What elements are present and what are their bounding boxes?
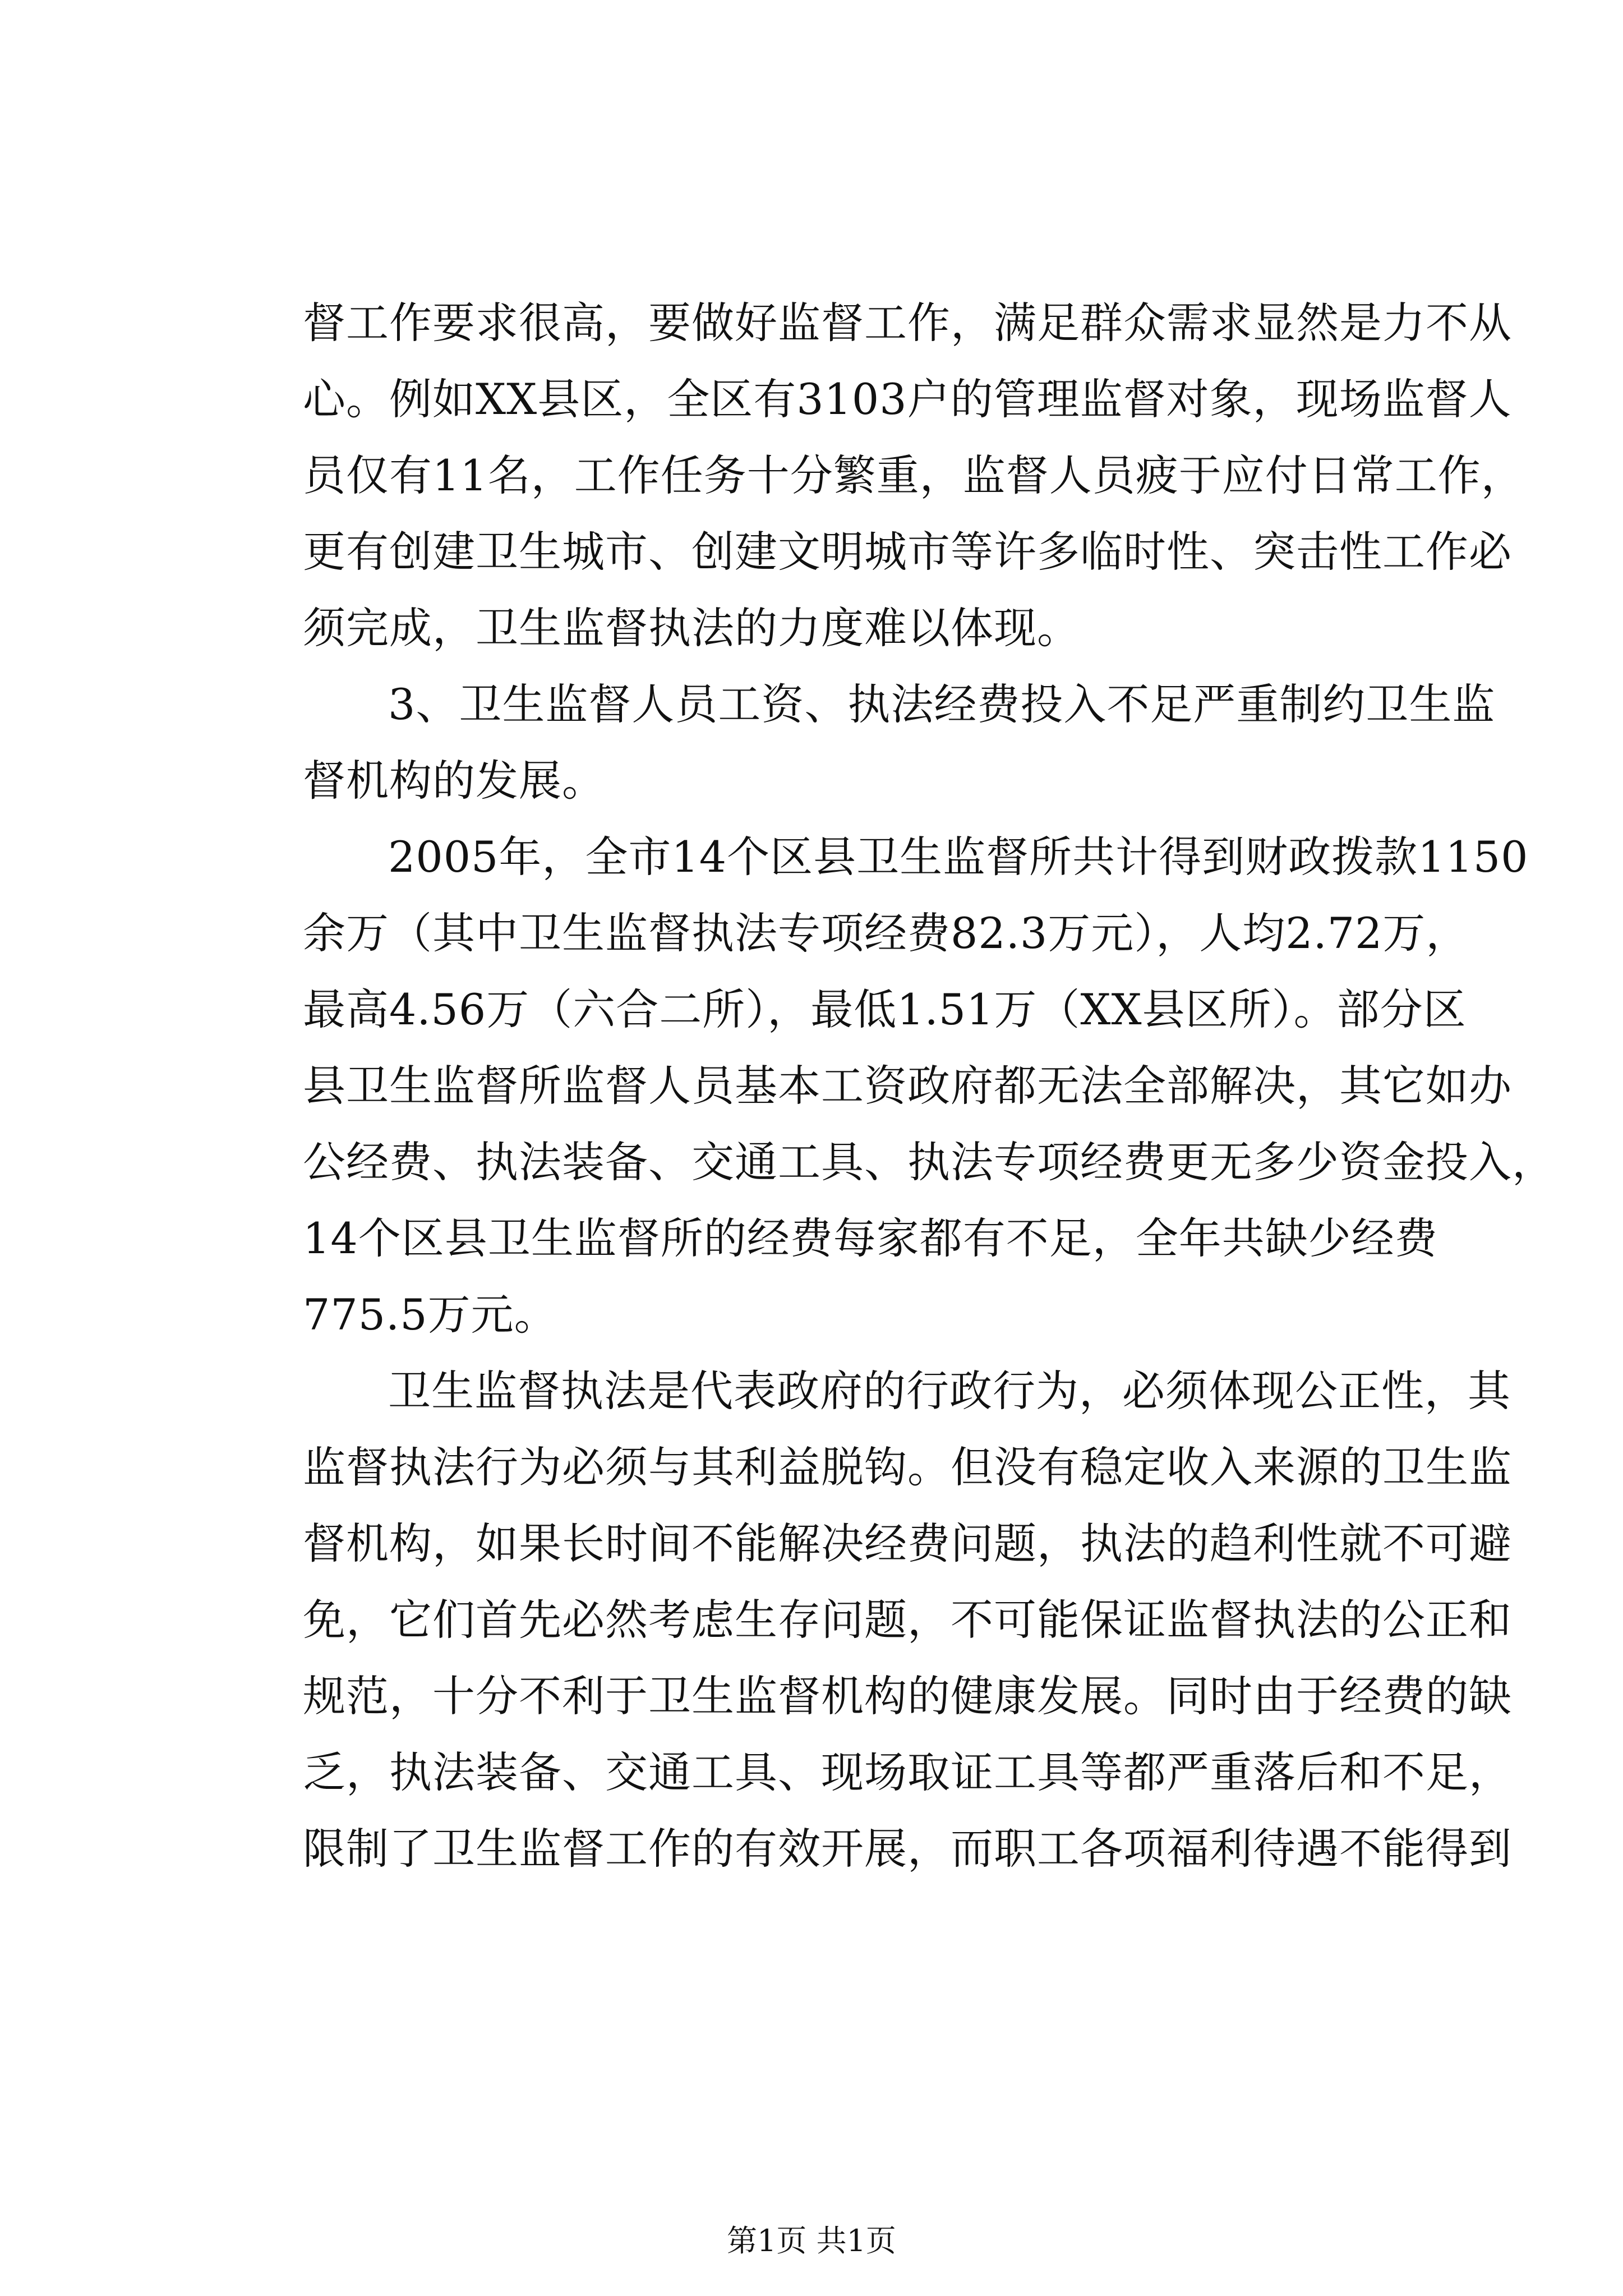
paragraph-4: [303, 1353, 1512, 1887]
text-line: 公经费、执法装备、交通工具、执法专项经费更无多少资金投入，: [303, 1137, 1555, 1187]
document-body: [303, 285, 1555, 1887]
text-line: 余万（其中卫生监督执法专项经费82.3万元），人均2.72万，: [303, 908, 1469, 958]
text-line: 心。例如XX县区，全区有3103户的管理监督对象，现场监督人: [303, 374, 1512, 424]
text-line: 更有创建卫生城市、创建文明城市等许多临时性、突击性工作必: [303, 527, 1512, 577]
page-number-footer: 第1页 共1页: [727, 2223, 896, 2258]
text-line: 督机构，如果长时间不能解决经费问题，执法的趋利性就不可避: [303, 1519, 1512, 1568]
paragraph-1: [303, 285, 1524, 666]
text-line: 14个区县卫生监督所的经费每家都有不足，全年共缺少经费: [303, 1213, 1438, 1263]
text-line: 督机构的发展。: [303, 756, 605, 806]
text-line: 员仅有11名，工作任务十分繁重，监督人员疲于应付日常工作，: [303, 450, 1524, 500]
text-line: 乏，执法装备、交通工具、现场取证工具等都严重落后和不足，: [303, 1747, 1512, 1797]
text-line: 2005年，全市14个区县卫生监督所共计得到财政拨款1150: [388, 832, 1529, 882]
text-line: 卫生监督执法是代表政府的行政行为，必须体现公正性，其: [388, 1366, 1511, 1416]
text-line: 限制了卫生监督工作的有效开展，而职工各项福利待遇不能得到: [303, 1824, 1512, 1874]
paragraph-2: [303, 666, 1496, 819]
text-line: 规范，十分不利于卫生监督机构的健康发展。同时由于经费的缺: [303, 1671, 1512, 1721]
text-line: 须完成，卫生监督执法的力度难以体现。: [303, 603, 1080, 653]
text-line: 最高4.56万（六合二所），最低1.51万（XX县区所）。部分区: [303, 984, 1467, 1034]
text-line: 775.5万元。: [303, 1290, 557, 1340]
text-line: 县卫生监督所监督人员基本工资政府都无法全部解决，其它如办: [303, 1061, 1512, 1111]
text-line: 监督执法行为必须与其利益脱钩。但没有稳定收入来源的卫生监: [303, 1442, 1512, 1492]
paragraph-3: [303, 819, 1555, 1353]
text-line: 免，它们首先必然考虑生存问题，不可能保证监督执法的公正和: [303, 1595, 1512, 1645]
text-line: 督工作要求很高，要做好监督工作，满足群众需求显然是力不从: [303, 298, 1512, 348]
text-line: 3、卫生监督人员工资、执法经费投入不足严重制约卫生监: [388, 679, 1496, 729]
